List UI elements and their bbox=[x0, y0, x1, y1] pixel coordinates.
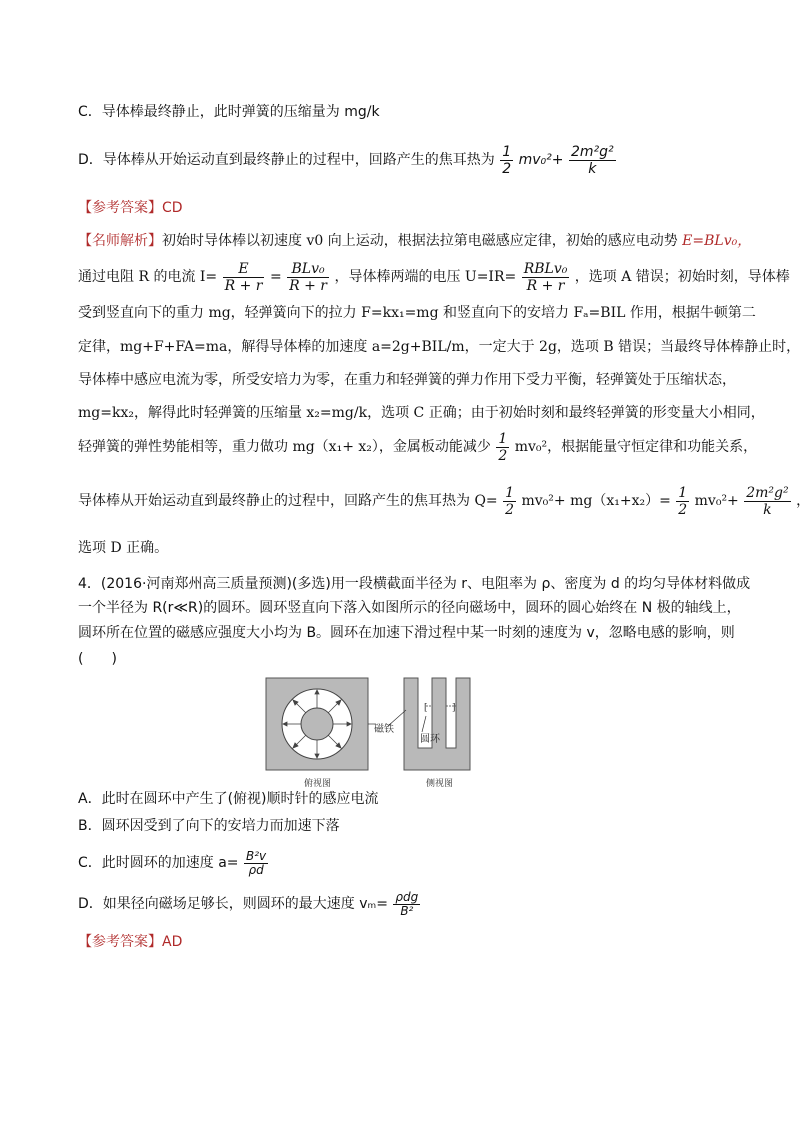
option-d bbox=[78, 140, 617, 180]
top-view-caption: 俯视图 bbox=[304, 779, 332, 789]
answer-value: AD bbox=[162, 934, 183, 950]
question-4-line-2: 一个半径为 R(r≪R)的圆环。圆环竖直向下落入如图所示的径向磁场中，圆环的圆心始终在 N 极的轴线上， bbox=[78, 600, 741, 616]
q4-option-b: B．圆环因受到了向下的安培力而加速下落 bbox=[78, 818, 340, 834]
fraction-half: $\frac{1}{2}$ bbox=[505, 484, 515, 518]
ring-marker-right: ] bbox=[452, 703, 456, 713]
question-4-line-3: 圆环所在位置的磁感应强度大小均为 B。圆环在加速下滑过程中某一时刻的速度为 v，忽略电感的影响，则 bbox=[78, 625, 735, 641]
analysis-line-5: 导体棒中感应电流为零，所受安培力为零，在重力和轻弹簧的弹力作用下受力平衡，轻弹簧处于压缩状态， bbox=[78, 372, 736, 388]
analysis-line-6: mg=kx₂，解得此时轻弹簧的压缩量 x₂=mg/k，选项 C 正确；由于初始时刻和最终轻弹簧的形变量大小相同， bbox=[78, 405, 765, 421]
answer-label: 【参考答案】 bbox=[78, 934, 162, 950]
analysis-label: 【名师解析】 bbox=[78, 233, 162, 249]
analysis-line-1: 【名师解析】初始时导体棒以初速度 v0 向上运动，根据法拉第电磁感应定律，初始的感应电动势 E=BLv₀， bbox=[78, 233, 752, 249]
analysis-line-7: 轻弹簧的弹性势能相等，重力做功 mg（x₁+ x₂），金属板动能减少 $\frac{1}{2}$ mv₀²，根据能量守恒定律和功能关系， bbox=[78, 430, 758, 464]
analysis-line-8: 导体棒从开始运动直到最终静止的过程中，回路产生的焦耳热为 Q= $\frac{1}{2}$ mv₀²+ mg（x₁+x₂）= $\frac{1}{2}$ mv₀²+ $\frac{\text{2m²g²}}{k}$ ， bbox=[78, 484, 810, 518]
analysis-line-2: 通过电阻 R 的电流 I= $\frac{E}{R + r}$ = $\frac{\text{BLv₀}}{R + r}$ ，导体棒两端的电压 U=IR= $\frac{\text{RBLv₀}}{R + r}$ ，选项 A 错误；初始时刻，导体棒 bbox=[78, 260, 790, 294]
q4-option-a: A．此时在圆环中产生了(俯视)顺时针的感应电流 bbox=[78, 791, 379, 807]
question-4-line-1: 4．(2016·河南郑州高三质量预测)(多选)用一段横截面半径为 r、电阻率为 ρ、密度为 d 的均匀导体材料做成 bbox=[78, 576, 751, 592]
q4-option-d: D．如果径向磁场足够长，则圆环的最大速度 vₘ= $\frac{\text{ρdg}}{\text{B²}}$ bbox=[78, 889, 419, 918]
ring-label: 圆环 bbox=[420, 734, 440, 745]
analysis-line-4: 定律，mg+F+FA=ma，解得导体棒的加速度 a=2g+BIL/m，一定大于 2g，选项 B 错误；当最终导体棒静止时， bbox=[78, 339, 801, 355]
side-view-caption: 侧视图 bbox=[426, 779, 454, 789]
analysis-line-9: 选项 D 正确。 bbox=[78, 540, 169, 556]
magnet-label: 磁铁 bbox=[374, 724, 394, 735]
option-d-text: D．导体棒从开始运动直到最终静止的过程中，回路产生的焦耳热为 bbox=[78, 152, 495, 168]
ring-marker-left: [ bbox=[424, 703, 428, 713]
question-4-line-4: ( ) bbox=[78, 651, 117, 667]
reference-answer-1 bbox=[78, 199, 183, 217]
fraction-rhodg-b2: $\frac{\text{ρdg}}{\text{B²}}$ bbox=[395, 889, 419, 918]
fraction-half: $\frac{1}{2}$ bbox=[498, 430, 508, 464]
q4-option-c: C．此时圆环的加速度 a= $\frac{\text{B²v}}{\rho d}$ bbox=[78, 848, 267, 877]
fraction-e: $\frac{E}{R + r}$ bbox=[224, 260, 263, 294]
fraction-blv0: $\frac{\text{BLv₀}}{R + r}$ bbox=[289, 260, 327, 294]
fraction-2m2g2-k: $\frac{\text{2m²g²}}{k}$ bbox=[746, 484, 789, 518]
analysis-line-3: 受到竖直向下的重力 mg，轻弹簧向下的拉力 F=kx₁=mg 和竖直向下的安培力 Fₐ=BIL 作用，根据牛顿第二 bbox=[78, 305, 756, 321]
fraction-rblv0: $\frac{\text{RBLv₀}}{R + r}$ bbox=[523, 260, 568, 294]
fraction-2m2g2-k: $\frac{\text{2m²g²}}{k}$ bbox=[570, 143, 614, 177]
fraction-half: $\frac{1}{2}$ bbox=[502, 143, 512, 177]
fraction-half: $\frac{1}{2}$ bbox=[678, 484, 688, 518]
answer-value: CD bbox=[162, 200, 183, 216]
answer-label: 【参考答案】 bbox=[78, 200, 162, 216]
top-view bbox=[266, 678, 368, 789]
mv0-term: mv₀²+ bbox=[518, 152, 564, 168]
magnetic-field-figure bbox=[266, 676, 486, 794]
emf-formula: E=BLv₀， bbox=[682, 233, 752, 249]
reference-answer-2 bbox=[78, 933, 182, 951]
fraction-b2v-rhod: $\frac{\text{B²v}}{\rho d}$ bbox=[246, 848, 267, 877]
option-c: C．导体棒最终静止，此时弹簧的压缩量为 mg/k bbox=[78, 104, 380, 120]
